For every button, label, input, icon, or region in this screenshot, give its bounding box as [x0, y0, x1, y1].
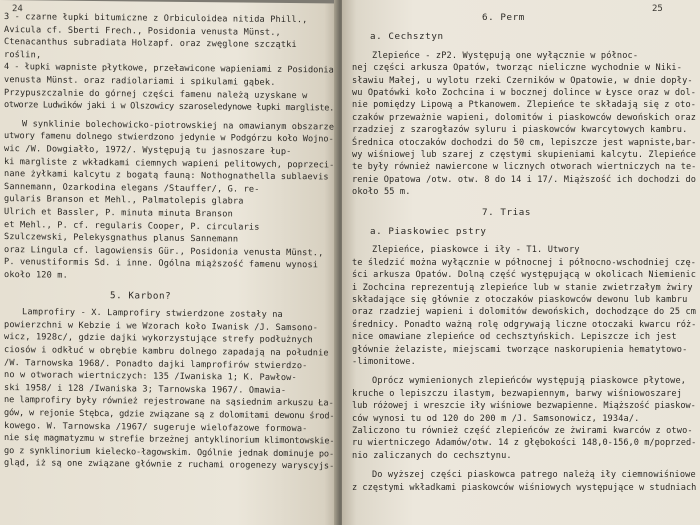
text-line: venusta Münst. oraz radiolariami i spikulami gąbek. — [4, 75, 276, 88]
text-line: ne lamprofiry były również rejestrowane na sąsiednim arkuszu Ła- — [4, 395, 334, 409]
text-line: otworze Ludwików jaki i w Olszowicy szaroseledynowe łupki margliste. — [4, 100, 334, 114]
text-line: ki margliste z wkładkami ciemnych wapieni pelitowych, poprzeci- — [4, 156, 335, 171]
text-line: Sannemann, Ozarkodina elegans /Stauffer/, G. re- — [4, 181, 260, 195]
text-line: Ctenacanthus subradiata Holzapf. oraz zwęglone szczątki — [4, 37, 297, 51]
text-line: nane żyłkami kalcytu z bogatą fauną: Nothognathella sublaevis — [4, 169, 329, 183]
page-number: 24 — [12, 4, 23, 15]
text-line: Avicula cf. Sberti Frech., Posidonia venusta Münst., — [4, 24, 281, 38]
right-page — [342, 0, 700, 525]
text-line: nio zaliczanych do cechsztynu. — [352, 450, 512, 461]
text-line: i Zochcina reprezentują zlepieńce lub w stanie zwietrzałym żwiry — [352, 282, 693, 293]
text-line: ciosów i odkłuć w obrębie kambru dolnego zapadają na południe — [4, 345, 329, 359]
text-line: 3 - czarne łupki bitumiczne z Orbiculoidea nitida Phill., — [4, 12, 308, 26]
text-line: Zlepieńce - zP2. Występują one wyłącznie w północ- — [372, 50, 639, 61]
text-line: wu Opatówki koło Zochcina i w bocznej dolince w Łysce oraz w dol- — [352, 88, 697, 98]
text-line: nice omawiane zlepieńce od cechsztyńskich. Lepiszcze ich jest — [352, 332, 677, 343]
text-line: 4 - łupki wapniste płytkowe, przeławicone wapieniami z Posidonia — [4, 62, 334, 76]
text-line: utwory famenu dolnego stwierdzono jedynie w Podgórzu koło Wojno- — [4, 131, 334, 145]
text-line: gularis Branson et Mehl., Palmatolepis glabra — [4, 194, 244, 207]
text-line: Ulrich et Bassler, P. minuta minuta Branson — [4, 207, 233, 220]
text-line: renie Opatowa /otw. otw. 8 do 14 i 17/. Miąższość ich dochodzi do — [352, 174, 697, 185]
text-line: Szulczewski, Pelekysgnathus planus Sannemann — [4, 232, 239, 245]
text-line: gów, w rejonie Stębca, gdzie związane są z dolomitami dewonu środ- — [4, 408, 335, 422]
text-line: nie pomiędzy Lipową a Ptkanowem. Zlepieńce te składają się z oto- — [352, 100, 697, 111]
text-line: Do wyższej części piaskowca patrego należą iły ciemnowiśniowe — [372, 470, 696, 481]
text-line: no w otworach wiertniczych: 135 /Iwaniska 1; K. Pawłow- — [4, 370, 297, 384]
text-line: Lamprofiry - X. Lamprofiry stwierdzone zostały na — [22, 307, 283, 321]
text-line: lub różowej i wreszcie iły wiśniowe bezwapienne. Miąższość piaskow- — [352, 401, 696, 412]
page-number: 25 — [652, 4, 663, 14]
text-line: oraz rzadziej wapieni i dolomitów dewońskich, dochodzące do 25 cm — [352, 307, 697, 318]
text-line: ści arkusza Opatów. Dolną część występującą w okolicach Niemienic — [352, 270, 697, 281]
text-line: około 55 m. — [352, 187, 411, 198]
section-heading: 6. Perm — [482, 12, 525, 23]
text-line: roślin, — [4, 49, 42, 61]
text-line: wic /W. Dowgiałło, 1972/. Występują tu jasnoszare łup- — [4, 144, 292, 158]
text-line: około 120 m. — [4, 270, 68, 281]
text-line: powierzchni w Kebzie i we Wzorach koło Iwanisk /J. Samsono- — [4, 319, 319, 334]
text-line: czaków przeważnie wapieni, dolomitów i piaskowców dewońskich oraz — [352, 112, 697, 123]
text-line: Średnica otoczaków dochodzi do 50 cm, lepiszcze jest wapniste,bar- — [352, 137, 697, 148]
text-line: ru wiertniczego Adamów/otw. 14 z głębokości 148,0-156,0 m/poprzed- — [352, 438, 697, 449]
text-line: ski 1958/ i 128 /Iwaniska 3; Tarnowska 1967/. Omawia- — [4, 382, 287, 396]
text-line: Oprócz wymienionych zlepieńców występują piaskowce płytowe, — [372, 376, 687, 387]
text-line: kowego. W. Tarnowska /1967/ sugeruje wielofazowe formowa- — [4, 420, 308, 434]
text-line: /W. Tarnowska 1968/. Ponadto dajki lamprofirów stwierdzo- — [4, 357, 308, 371]
section-heading: 5. Karbon? — [110, 289, 172, 302]
text-line: Zlepieńce, piaskowce i iły - T1. Utwory — [372, 245, 580, 256]
text-line: głównie żelaziste, miejscami tworzące naskorupienia hematytowo- — [352, 344, 688, 355]
text-line: W synklinie bolechowicko-piotrowskiej na omawianym obszarze — [22, 119, 335, 133]
text-line: składające się głównie z otoczaków piaskowców dewonu lub kambru — [352, 295, 688, 305]
text-line: z częstymi wkładkami piaskowców wiśniowych występujące w studniach — [352, 482, 697, 493]
text-line: te były również nawiercone w licznych otworach wiertniczych na te- — [352, 162, 697, 173]
text-line: Zaliczono tu również część zlepieńców ze żwirami kwarców z otwo- — [352, 426, 693, 436]
text-line: nej części arkusza Opatów, tworząc nieliczne wychodnie w Niki- — [352, 63, 683, 74]
text-line: kruche o lepiszczu ilastym, bezwapiennym, barwy wiśniowoszarej — [352, 388, 683, 399]
text-line: wicz, 1928c/, gdzie dajki wykorzystujące strefy podłużnych — [4, 332, 313, 346]
text-line: Przypuszczalnie do górnej części famenu należą uzyskane w — [4, 87, 308, 101]
text-line: -limonitowe. — [352, 357, 416, 367]
text-line: gląd, iż są one związane głównie z ruchami orogenezy waryscyjs- — [4, 458, 335, 472]
text-line: sławiu Małej, u wylotu rzeki Czerników w Opatowie, w dnie dopły- — [352, 75, 693, 86]
left-page — [0, 0, 338, 525]
text-line: średnicy. Ponadto ważną rolę odgrywają liczne otoczaki kwarcu róż- — [352, 319, 697, 330]
text-line: ców wynosi tu od 120 do 200 m /J. Samsonowicz, 1934a/. — [352, 413, 640, 424]
text-line: oraz Lingula cf. lagowiensis Gür., Posidonia venusta Münst., — [4, 244, 324, 259]
text-line: nie się magmatyzmu w strefie brzeżnej antyklinorium klimontowskie- — [4, 433, 335, 447]
section-heading: a. Piaskowiec pstry — [370, 226, 487, 237]
text-line: wy wiśniowej lub szarej z częstymi skupieniami kalcytu. Zlepieńce — [352, 150, 697, 160]
section-heading: 7. Trias — [482, 206, 532, 218]
section-heading: a. Cechsztyn — [370, 31, 444, 43]
text-line: P. venustiformis Sd. i inne. Ogólna miąższość famenu wynosi — [4, 257, 319, 271]
text-line: rzadziej z szarogłazów syluru i piaskowców kwarcytowych kambru. — [352, 125, 688, 136]
text-line: te śledzić można wyłącznie w północnej i północno-wschodniej czę- — [352, 257, 697, 268]
text-line: et Mehl., P. cf. regularis Cooper, P. circularis — [4, 219, 260, 233]
text-line: go z synklinorium kielecko-łagowskim. Ogólnie jednak dominuje po- — [4, 445, 335, 460]
